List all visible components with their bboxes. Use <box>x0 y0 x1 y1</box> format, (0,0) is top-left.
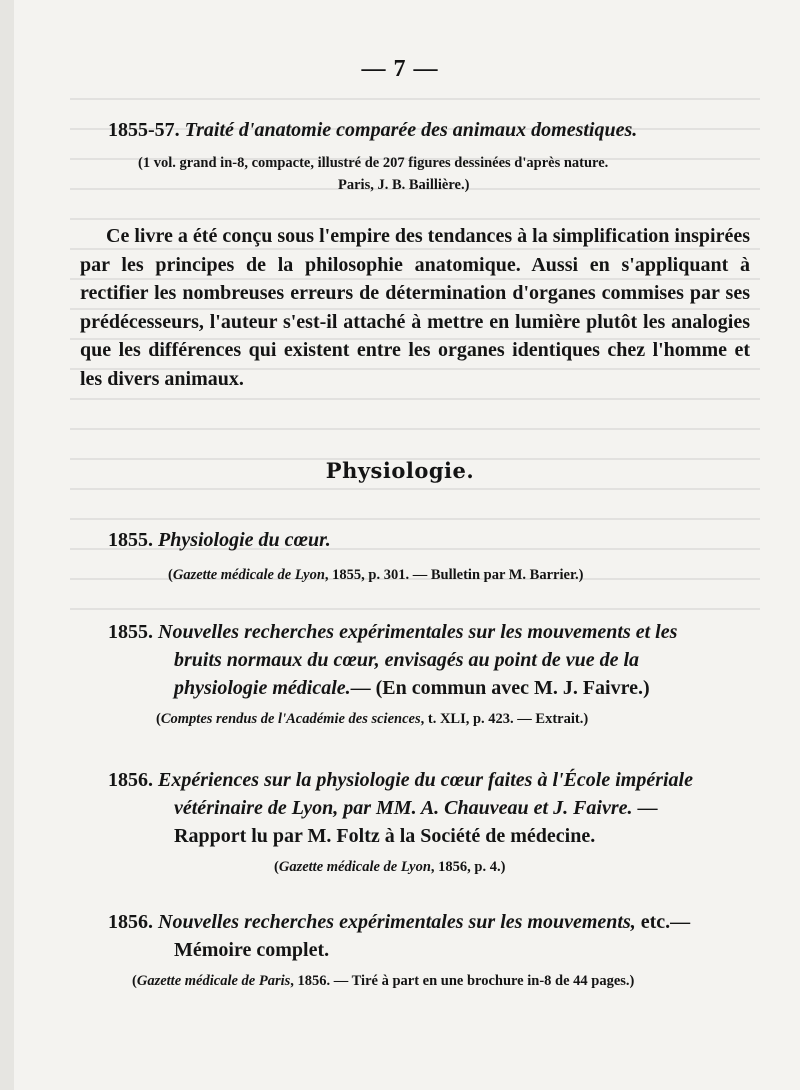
entry-etc: etc.— <box>640 911 691 933</box>
entry-title-line: vétérinaire de Lyon, par MM. A. Chauveau et J. Faivre. <box>174 797 633 819</box>
citation-details: , 1855, p. 301. — Bulletin par M. Barrier.) <box>324 567 584 583</box>
entry-title-line: physiologie médicale. <box>174 677 351 699</box>
entry-heading <box>108 116 753 144</box>
bibliography-entry <box>108 766 753 878</box>
page-number: — 7 — <box>361 56 439 82</box>
entry-title: Physiologie du cœur. <box>158 529 331 551</box>
entry-title-line: Nouvelles recherches expérimentales sur les mouvements et les <box>158 621 678 643</box>
page-edge <box>0 0 14 1090</box>
entry-year: 1855. <box>108 621 153 643</box>
citation-details: , t. XLI, p. 423. — Extrait.) <box>420 711 589 727</box>
citation-journal: Gazette médicale de Lyon <box>172 567 325 583</box>
entry-report-note: Rapport lu par M. Foltz à la Société de médecine. <box>174 825 596 847</box>
bibliography-entry <box>108 526 753 586</box>
entry-citation-publisher: Paris, J. B. Baillière.) <box>338 177 470 193</box>
entry-citation: (Comptes rendus de l'Académie des sciences, t. XLI, p. 423. — Extrait.) <box>156 711 589 727</box>
entry-coauthor-note: — (En commun avec M. J. Faivre.) <box>350 677 650 699</box>
entry-title-continuation <box>108 646 753 674</box>
entry-dash: — <box>637 797 658 819</box>
entry-year: 1855-57. <box>108 119 180 141</box>
entry-year: 1855. <box>108 529 153 551</box>
bibliography-entry <box>108 618 753 730</box>
entry-year: 1856. <box>108 911 153 933</box>
entry-title-continuation <box>108 674 753 702</box>
entry-memoir-note: Mémoire complet. <box>174 939 330 961</box>
entry-title: Traité d'anatomie comparée des animaux domestiques. <box>184 119 638 141</box>
entry-heading <box>108 766 753 794</box>
entry-title-line: Expériences sur la physiologie du cœur faites à l'École impériale <box>158 769 693 791</box>
entry-heading <box>108 908 753 936</box>
entry-citation: (1 vol. grand in-8, compacte, illustré de 207 figures dessinées d'après nature. <box>138 155 609 171</box>
citation-journal: Gazette médicale de Paris <box>136 973 291 989</box>
entry-title-continuation <box>108 794 753 822</box>
entry-citation: (Gazette médicale de Paris, 1856. — Tiré à part en une brochure in-8 de 44 pages.) <box>132 973 635 989</box>
bibliography-entry <box>108 908 753 992</box>
citation-journal: Gazette médicale de Lyon <box>278 859 431 875</box>
citation-journal: Comptes rendus de l'Académie des sciences <box>160 711 421 727</box>
bibliography-entry <box>108 116 753 196</box>
section-title: Physiologie. <box>325 458 475 483</box>
entry-citation: (Gazette médicale de Lyon, 1856, p. 4.) <box>274 859 506 875</box>
entry-title-line: bruits normaux du cœur, envisagés au point de vue de la <box>174 649 640 671</box>
description-paragraph: Ce livre a été conçu sous l'empire des tendances à la simplification inspirées par les principes de la philosophie anatomique. Aussi en s'appliquant à rectifier les nombreuses erreurs de détermination d'organes commises par ses prédécesseurs, l'auteur s'est-il attaché à mettre en lumière plutôt les analogies que les différences qui existent entre les organes identiques chez l'homme et les divers animaux. <box>80 225 750 390</box>
entry-citation: (Gazette médicale de Lyon, 1855, p. 301. — Bulletin par M. Barrier.) <box>168 567 584 583</box>
citation-details: , 1856, p. 4.) <box>430 859 506 875</box>
entry-year: 1856. <box>108 769 153 791</box>
citation-details: , 1856. — Tiré à part en une brochure in-8 de 44 pages.) <box>290 973 635 989</box>
entry-heading <box>108 526 753 554</box>
entry-title-line: Nouvelles recherches expérimentales sur les mouvements, <box>158 911 636 933</box>
entry-heading <box>108 618 753 646</box>
